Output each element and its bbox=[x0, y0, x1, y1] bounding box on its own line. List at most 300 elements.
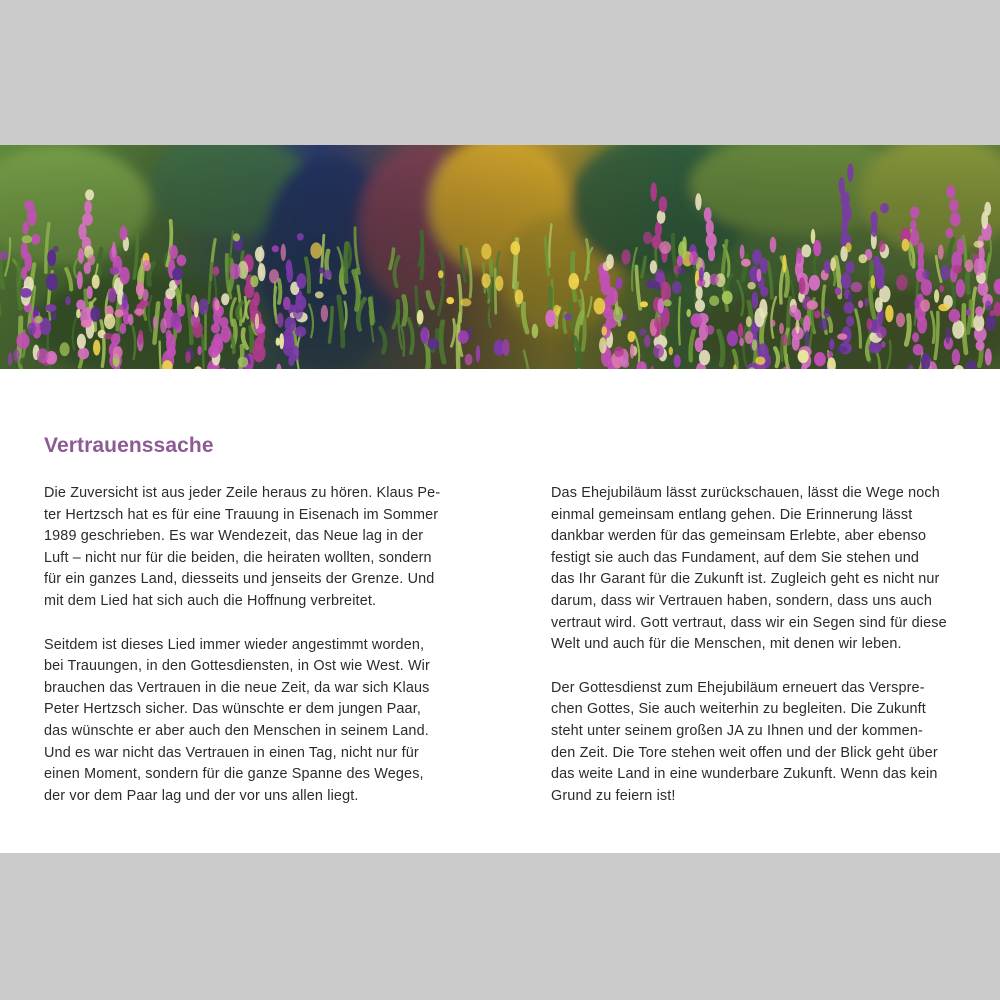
blossom bbox=[819, 318, 829, 331]
blossom bbox=[807, 300, 818, 309]
flower-petal bbox=[699, 350, 710, 365]
text-column-right bbox=[551, 483, 963, 829]
blossom bbox=[902, 239, 910, 252]
flower-petal bbox=[841, 272, 851, 289]
blossom bbox=[827, 351, 833, 358]
flower-petal bbox=[696, 285, 703, 300]
flower-petal bbox=[952, 320, 964, 339]
document-page bbox=[0, 145, 1000, 853]
grass-stroke bbox=[345, 243, 346, 281]
blossom bbox=[417, 310, 424, 325]
blossom bbox=[594, 298, 606, 315]
blossom bbox=[782, 333, 788, 346]
blossom bbox=[779, 323, 784, 335]
blossom bbox=[644, 335, 651, 347]
blossom bbox=[989, 310, 995, 316]
grass-stroke bbox=[679, 297, 680, 344]
flower-petal bbox=[918, 242, 924, 258]
flower-petal bbox=[846, 316, 854, 327]
flower-petal bbox=[844, 302, 855, 314]
blossom bbox=[91, 307, 101, 322]
flower-petal bbox=[657, 210, 666, 224]
grass-stroke bbox=[202, 335, 203, 369]
flower-petal bbox=[973, 314, 984, 331]
blossom bbox=[142, 289, 148, 301]
blossom bbox=[727, 330, 738, 346]
flower-petal bbox=[839, 177, 845, 195]
text-line: für ein ganzes Land, diesseits und jenseits der Grenze. Und bbox=[44, 571, 435, 588]
text-line: das Ihr Garant für die Zukunft ist. Zugleich geht es nicht nur bbox=[551, 571, 940, 588]
blossom bbox=[128, 314, 133, 326]
blossom bbox=[108, 288, 117, 303]
blossom bbox=[799, 277, 806, 294]
blossom bbox=[481, 244, 491, 260]
flower-petal bbox=[16, 333, 29, 350]
blossom bbox=[255, 313, 259, 329]
text-line: Der Gottesdienst zum Ehejubiläum erneuert das Verspre- bbox=[551, 679, 925, 696]
flower-petal bbox=[759, 299, 767, 319]
blossom bbox=[709, 296, 719, 307]
blossom bbox=[110, 267, 119, 275]
blossom bbox=[814, 352, 826, 366]
blossom bbox=[476, 345, 480, 362]
blossom bbox=[420, 327, 428, 344]
flower-petal bbox=[221, 293, 229, 305]
blossom bbox=[946, 327, 951, 344]
blossom bbox=[310, 242, 322, 258]
flower-petal bbox=[870, 211, 878, 226]
blossom bbox=[76, 309, 81, 319]
blossom bbox=[672, 281, 682, 294]
flower-petal bbox=[24, 200, 34, 211]
blossom bbox=[851, 282, 863, 292]
blossom bbox=[654, 317, 665, 330]
blossom bbox=[865, 298, 869, 307]
flower-petal bbox=[880, 203, 889, 213]
blossom bbox=[876, 326, 887, 338]
flower-petal bbox=[258, 263, 266, 281]
blossom bbox=[939, 285, 944, 292]
blossom bbox=[813, 240, 821, 256]
blossom bbox=[848, 294, 853, 302]
blossom bbox=[974, 258, 983, 275]
blossom bbox=[630, 344, 634, 359]
blossom bbox=[643, 232, 652, 245]
blossom bbox=[920, 299, 930, 312]
blossom bbox=[27, 323, 36, 336]
blossom bbox=[938, 304, 949, 311]
blossom bbox=[867, 318, 873, 330]
blossom bbox=[659, 241, 671, 254]
blossom bbox=[138, 330, 143, 345]
blossom bbox=[745, 331, 753, 344]
blossom bbox=[51, 310, 57, 320]
blossom bbox=[545, 310, 555, 327]
blossom bbox=[722, 291, 733, 304]
text-line: einen Moment, sondern für die ganze Spanne des Weges, bbox=[44, 766, 424, 783]
blossom bbox=[233, 233, 240, 241]
blossom bbox=[230, 264, 240, 280]
text-line: bei Trauungen, in den Gottesdiensten, in Ost wie West. Wir bbox=[44, 658, 430, 675]
blossom bbox=[686, 309, 691, 317]
flower-petal bbox=[82, 213, 93, 226]
flower-petal bbox=[912, 332, 919, 342]
flower-petal bbox=[76, 300, 85, 310]
text-column-left bbox=[44, 483, 464, 829]
blossom bbox=[663, 299, 672, 306]
text-line: 1989 geschrieben. Es war Wendezeit, das Neue lag in der bbox=[44, 528, 424, 545]
flower-petal bbox=[21, 242, 28, 260]
flower-petal bbox=[978, 281, 989, 295]
blossom bbox=[279, 333, 284, 349]
flower-petal bbox=[659, 196, 668, 212]
flower-petal bbox=[87, 286, 93, 299]
flower-petal bbox=[31, 234, 40, 245]
flower-petal bbox=[910, 229, 919, 246]
article-title: Vertrauenssache bbox=[44, 434, 214, 457]
blossom bbox=[757, 269, 762, 282]
paragraph bbox=[44, 483, 464, 613]
blossom bbox=[871, 275, 876, 289]
flower-petal bbox=[801, 244, 811, 257]
flower-meadow-painting bbox=[0, 145, 1000, 369]
blossom bbox=[628, 331, 636, 342]
blossom bbox=[446, 297, 454, 304]
blossom bbox=[532, 324, 539, 338]
flower-petal bbox=[704, 207, 712, 222]
blossom bbox=[143, 260, 151, 271]
flower-petal bbox=[255, 247, 265, 262]
flower-petal bbox=[873, 256, 881, 268]
flower-petal bbox=[846, 261, 855, 273]
blossom bbox=[103, 333, 112, 339]
blossom bbox=[323, 270, 332, 280]
flower-petal bbox=[956, 279, 965, 297]
blossom bbox=[752, 339, 757, 351]
flower-petal bbox=[910, 220, 917, 231]
blossom bbox=[458, 330, 469, 343]
blossom bbox=[830, 257, 835, 271]
blossom bbox=[674, 355, 681, 368]
blossom bbox=[319, 267, 324, 273]
blossom bbox=[829, 339, 834, 350]
blossom bbox=[738, 323, 743, 338]
blossom bbox=[613, 306, 623, 322]
blossom bbox=[814, 310, 821, 318]
blossom bbox=[835, 287, 841, 295]
flower-petal bbox=[119, 226, 127, 241]
blossom bbox=[677, 255, 683, 266]
blossom bbox=[515, 290, 524, 305]
blossom bbox=[197, 346, 201, 356]
blossom bbox=[689, 251, 699, 265]
blossom bbox=[482, 273, 491, 287]
flower-petal bbox=[869, 342, 882, 353]
blossom bbox=[495, 276, 503, 291]
text-line: der vor dem Paar lag und der vor uns allen liegt. bbox=[44, 787, 359, 804]
blossom bbox=[214, 299, 219, 310]
blossom bbox=[896, 275, 907, 291]
text-line: Die Zuversicht ist aus jeder Zeile heraus zu hören. Klaus Pe- bbox=[44, 485, 441, 501]
blossom bbox=[276, 338, 280, 346]
blossom bbox=[691, 313, 703, 327]
blossom bbox=[885, 305, 893, 322]
blossom bbox=[92, 275, 100, 289]
painting-illustration bbox=[0, 145, 1000, 369]
blossom bbox=[46, 273, 58, 291]
blossom bbox=[934, 289, 939, 302]
flower-petal bbox=[976, 340, 985, 351]
flower-petal bbox=[282, 329, 294, 348]
blossom bbox=[985, 300, 991, 310]
blossom bbox=[837, 333, 847, 339]
blossom bbox=[113, 346, 123, 358]
flower-petal bbox=[847, 164, 853, 182]
blossom bbox=[796, 247, 801, 264]
blossom bbox=[22, 235, 33, 243]
blossom bbox=[859, 254, 868, 263]
flower-petal bbox=[169, 245, 178, 259]
flower-petal bbox=[950, 212, 961, 226]
blossom bbox=[20, 288, 32, 298]
flower-petal bbox=[949, 199, 959, 212]
blossom bbox=[602, 326, 608, 335]
blossom bbox=[193, 322, 203, 338]
text-line: das wünschte er aber auch den Menschen in seinem Land. bbox=[44, 722, 429, 739]
blossom bbox=[614, 346, 624, 357]
blossom bbox=[858, 300, 863, 308]
blossom bbox=[45, 304, 56, 312]
flower-petal bbox=[913, 344, 924, 355]
text-line: Luft – nicht nur für die beiden, die heiraten wollten, sondern bbox=[44, 549, 432, 566]
blossom bbox=[81, 320, 92, 328]
text-line: Und es war nicht das Vertrauen in einen Tag, nicht nur für bbox=[44, 744, 419, 761]
blossom bbox=[640, 301, 648, 307]
blossom bbox=[953, 265, 962, 274]
flower-petal bbox=[177, 255, 187, 266]
text-line: den Zeit. Die Tore stehen weit offen und der Blick geht über bbox=[551, 744, 938, 761]
flower-petal bbox=[166, 330, 172, 341]
flower-petal bbox=[285, 317, 296, 333]
text-line: mit dem Lied hat sich auch die Hoffnung verbreitet. bbox=[44, 592, 377, 609]
flower-petal bbox=[253, 292, 260, 306]
blossom bbox=[269, 269, 279, 283]
blossom bbox=[170, 313, 181, 330]
text-line: chen Gottes, Sie auch weiterhin zu begleiten. Die Zukunft bbox=[551, 701, 926, 718]
flower-petal bbox=[221, 325, 231, 342]
blossom bbox=[922, 270, 930, 279]
blossom bbox=[115, 309, 124, 317]
text-line: dankbar werden für das gemeinsam Erlebte, aber ebenso bbox=[551, 528, 927, 545]
blossom bbox=[896, 313, 905, 327]
text-line: festigt sie auch das Fundament, auf dem Sie stehen und bbox=[551, 549, 920, 566]
blossom bbox=[281, 244, 286, 261]
blossom bbox=[771, 320, 776, 327]
blossom bbox=[134, 308, 144, 315]
grass-stroke bbox=[906, 315, 909, 344]
blossom bbox=[321, 305, 328, 322]
blossom bbox=[811, 229, 816, 244]
blossom bbox=[639, 329, 647, 336]
blossom bbox=[199, 298, 209, 315]
flower-petal bbox=[650, 182, 657, 201]
blossom bbox=[653, 281, 660, 289]
flower-petal bbox=[655, 221, 662, 237]
blossom bbox=[755, 357, 765, 365]
blossom bbox=[940, 265, 950, 281]
blossom bbox=[194, 301, 199, 317]
grass-stroke bbox=[279, 280, 280, 303]
flower-petal bbox=[910, 206, 919, 219]
blossom bbox=[87, 254, 95, 265]
grass-stroke bbox=[160, 342, 161, 369]
blossom bbox=[172, 267, 183, 280]
flower-petal bbox=[295, 326, 307, 337]
blossom bbox=[881, 341, 885, 347]
flower-petal bbox=[84, 200, 92, 214]
blossom bbox=[622, 249, 631, 264]
blossom bbox=[93, 340, 100, 356]
flower-petal bbox=[985, 348, 992, 365]
flower-petal bbox=[695, 300, 705, 312]
blossom bbox=[741, 259, 751, 267]
blossom bbox=[809, 275, 820, 291]
flower-petal bbox=[120, 323, 126, 334]
blossom bbox=[770, 237, 777, 253]
flower-petal bbox=[949, 309, 961, 323]
flower-petal bbox=[706, 220, 714, 236]
paragraph bbox=[44, 635, 464, 808]
flower-petal bbox=[650, 260, 657, 274]
blossom bbox=[502, 339, 510, 356]
blossom bbox=[297, 233, 304, 241]
paragraph bbox=[551, 483, 963, 656]
blossom bbox=[878, 241, 885, 253]
blossom bbox=[653, 344, 664, 358]
blossom bbox=[510, 241, 520, 255]
flower-petal bbox=[286, 260, 293, 274]
blossom bbox=[465, 354, 473, 366]
text-line: steht unter seinem großen JA zu Ihnen und der kommen- bbox=[551, 722, 923, 739]
flower-petal bbox=[78, 348, 89, 360]
blossom bbox=[669, 347, 673, 356]
blossom bbox=[564, 313, 572, 320]
flower-petal bbox=[77, 334, 86, 349]
grass-stroke bbox=[18, 258, 20, 308]
flower-petal bbox=[946, 228, 954, 238]
flower-petal bbox=[706, 233, 717, 249]
blossom bbox=[699, 267, 704, 282]
blossom bbox=[782, 255, 786, 273]
blossom bbox=[845, 242, 851, 252]
blossom bbox=[238, 357, 249, 368]
text-line: ter Hertzsch hat es für eine Trauung in Eisenach im Sommer bbox=[44, 506, 439, 523]
text-line: Welt und auch für die Menschen, mit denen wir leben. bbox=[551, 636, 902, 653]
text-line: das weite Land in eine wunderbare Zukunft. Wenn das kein bbox=[551, 766, 938, 783]
blossom bbox=[283, 297, 291, 310]
blossom bbox=[37, 348, 49, 363]
blossom bbox=[53, 246, 59, 253]
flower-petal bbox=[296, 273, 306, 289]
text-line: einmal gemeinsam entlang gehen. Die Erinnerung lässt bbox=[551, 506, 913, 523]
blossom bbox=[603, 261, 611, 271]
blossom bbox=[277, 313, 284, 328]
blossom bbox=[160, 318, 167, 333]
blossom bbox=[272, 245, 279, 252]
blossom bbox=[795, 320, 799, 334]
blossom bbox=[837, 346, 848, 353]
blossom bbox=[746, 316, 752, 327]
flower-petal bbox=[952, 349, 960, 365]
blossom bbox=[706, 325, 715, 335]
blossom bbox=[678, 268, 686, 274]
blossom bbox=[965, 259, 973, 272]
blossom bbox=[427, 338, 439, 349]
blossom bbox=[798, 350, 809, 363]
blossom bbox=[739, 338, 744, 347]
text-line: Seitdem ist dieses Lied immer wieder angestimmt worden, bbox=[44, 636, 425, 653]
blossom bbox=[65, 296, 71, 305]
text-line: darum, dass wir Vertrauen haben, sondern, dass uns auch bbox=[551, 592, 933, 609]
blossom bbox=[122, 293, 128, 309]
blossom bbox=[740, 245, 745, 260]
paragraph bbox=[551, 678, 963, 808]
flower-petal bbox=[751, 292, 758, 309]
blossom bbox=[8, 353, 13, 366]
flower-petal bbox=[975, 306, 983, 316]
blossom bbox=[615, 277, 622, 289]
text-line: Grund zu feiern ist! bbox=[551, 787, 676, 804]
flower-petal bbox=[22, 222, 28, 235]
blossom bbox=[185, 351, 190, 363]
flower-petal bbox=[77, 271, 83, 289]
blossom bbox=[293, 303, 304, 320]
text-line: Peter Hertzsch sicher. Das wünschte er dem jungen Paar, bbox=[44, 701, 421, 718]
text-line: Das Ehejubiläum lässt zurückschauen, lässt die Wege noch bbox=[551, 485, 940, 501]
blossom bbox=[824, 260, 831, 274]
blossom bbox=[966, 309, 971, 315]
grass-stroke bbox=[86, 291, 87, 310]
flower-petal bbox=[957, 238, 965, 255]
blossom bbox=[460, 298, 471, 306]
blossom bbox=[747, 282, 755, 290]
flower-petal bbox=[695, 193, 701, 210]
blossom bbox=[153, 316, 157, 329]
blossom bbox=[213, 266, 220, 275]
blossom bbox=[438, 270, 443, 278]
blossom bbox=[60, 342, 70, 356]
grass-stroke bbox=[99, 249, 101, 275]
blossom bbox=[13, 349, 19, 361]
blossom bbox=[112, 242, 116, 259]
flower-petal bbox=[946, 185, 955, 198]
flower-petal bbox=[752, 249, 762, 265]
blossom bbox=[938, 245, 944, 260]
flower-petal bbox=[78, 223, 86, 240]
blossom bbox=[621, 360, 629, 368]
text-line: vertraut wird. Gott vertraut, dass wir ein Segen sind für diese bbox=[551, 614, 947, 631]
blossom bbox=[710, 274, 719, 285]
blossom bbox=[805, 330, 810, 346]
grass-stroke bbox=[495, 269, 496, 313]
blossom bbox=[658, 298, 664, 313]
grass-stroke bbox=[370, 299, 372, 323]
blossom bbox=[104, 314, 115, 330]
text-line: brauchen das Vertrauen in die neue Zeit, da war sich Klaus bbox=[44, 679, 430, 696]
grass-stroke bbox=[251, 327, 252, 351]
flower-petal bbox=[78, 248, 84, 264]
grass-stroke bbox=[404, 296, 406, 324]
